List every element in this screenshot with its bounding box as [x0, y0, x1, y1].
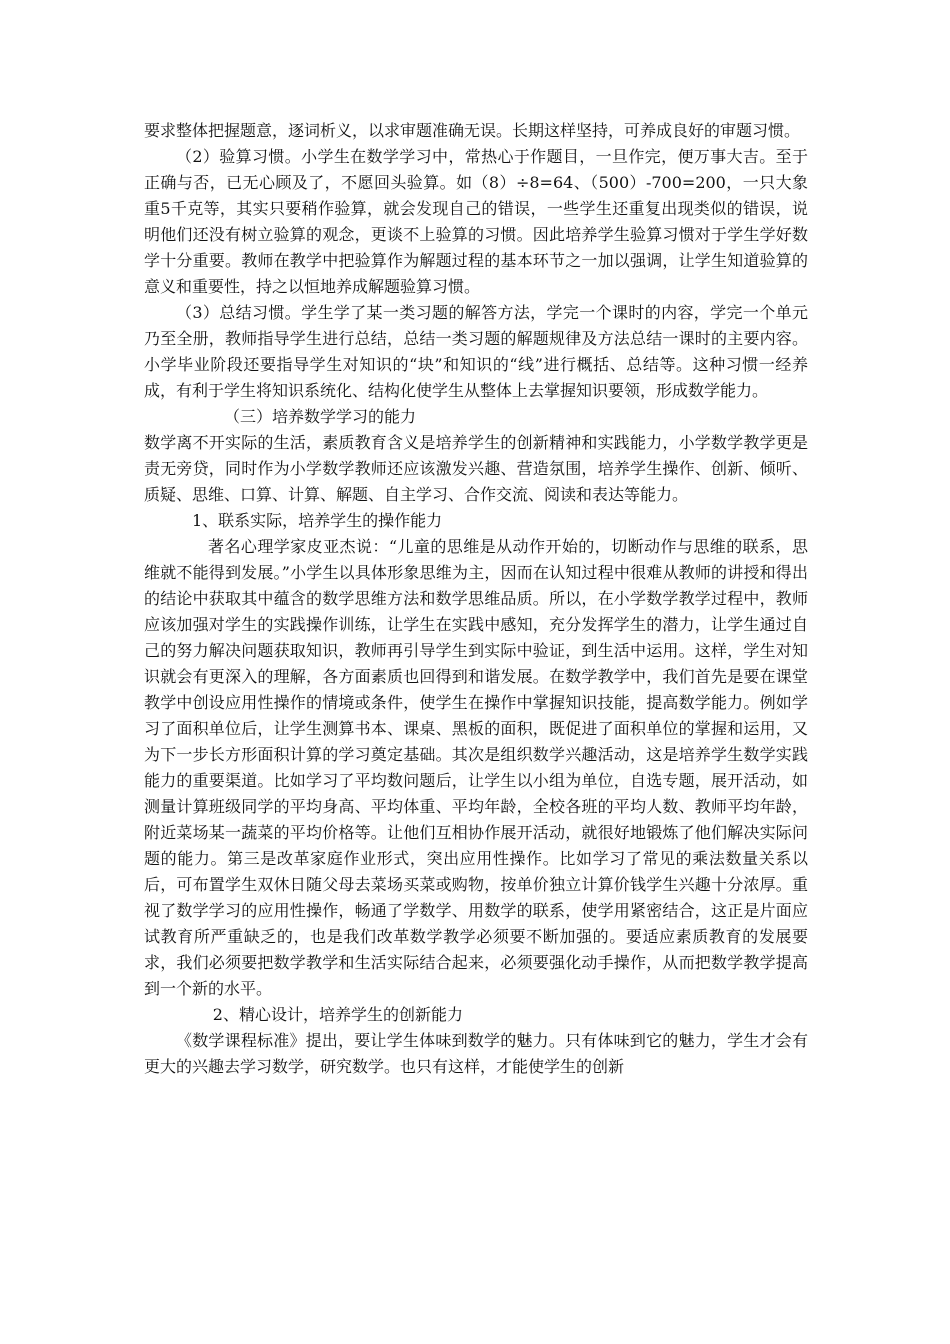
- paragraph-summary-habit: （3）总结习惯。学生学了某一类习题的解答方法，学完一个课时的内容，学完一个单元乃至全册，教师指导学生进行总结，总结一类习题的解题规律及方法总结一课时的主要内容。小学毕业阶段还要指导学生对知识的“块”和知识的“线”进行概括、总结等。这种习惯一经养成，有利于学生将知识系统化、结构化使学生从整体上去掌握知识要领，形成数学能力。: [144, 303, 808, 400]
- subheading-operation-ability: 1、联系实际，培养学生的操作能力: [192, 511, 443, 530]
- paragraph-operation-ability: 著名心理学家皮亚杰说：“儿童的思维是从动作开始的，切断动作与思维的联系，思维就不能得到发展。”小学生以具体形象思维为主，因而在认知过程中很难从教师的讲授和得出的结论中获取其中蕴含的数学思维方法和数学思维品质。所以，在小学数学教学过程中，教师应该加强对学生的实践操作训练，让学生在实践中感知，充分发挥学生的潜力，让学生通过自己的努力解决问题获取知识，教师再引导学生到实际中验证，到生活中运用。这样，学生对知识就会有更深入的理解，各方面素质也回得到和谐发展。在数学教学中，我们首先是要在课堂教学中创设应用性操作的情境或条件，使学生在操作中掌握知识技能，提高数学能力。例如学习了面积单位后，让学生测算书本、课桌、黑板的面积，既促进了面积单位的掌握和运用，又为下一步长方形面积计算的学习奠定基础。其次是组织数学兴趣活动，这是培养学生数学实践能力的重要渠道。比如学习了平均数问题后，让学生以小组为单位，自选专题，展开活动，如测量计算班级同学的平均身高、平均体重、平均年龄，全校各班的平均人数、教师平均年龄，附近菜场某一蔬菜的平均价格等。让他们互相协作展开活动，就很好地锻炼了他们解决实际问题的能力。第三是改革家庭作业形式，突出应用性操作。比如学习了常见的乘法数量关系以后，可布置学生双休日随父母去菜场买菜或购物，按单价独立计算价钱学生兴趣十分浓厚。重视了数学学习的应用性操作，畅通了学数学、用数学的联系，使学用紧密结合，这正是片面应试教育所严重缺乏的，也是我们改革数学教学必须要不断加强的。要适应素质教育的发展要求，我们必须要把数学教学和生活实际结合起来，必须要强化动手操作，从而把数学教学提高到一个新的水平。: [144, 537, 808, 998]
- paragraph-checking-habit: （2）验算习惯。小学生在数学学习中，常热心于作题目，一旦作完，便万事大吉。至于正确与否，已无心顾及了，不愿回头验算。如（8）÷8=64、（500）-700=200，一只大象重5千克等，其实只要稍作验算，就会发现自己的错误，一些学生还重复出现类似的错误，说明他们还没有树立验算的观念，更谈不上验算的习惯。因此培养学生验算习惯对于学生学好数学十分重要。教师在教学中把验算作为解题过程的基本环节之一加以强调，让学生知道验算的意义和重要性，持之以恒地养成解题验算习惯。: [144, 147, 808, 296]
- section-heading-ability: （三）培养数学学习的能力: [224, 407, 417, 426]
- document-page: [144, 118, 808, 1080]
- paragraph-continuation: 要求整体把握题意，逐词析义，以求审题准确无误。长期这样坚持，可养成良好的审题习惯。: [144, 121, 801, 140]
- paragraph-ability-intro: 数学离不开实际的生活，素质教育含义是培养学生的创新精神和实践能力，小学数学教学更是责无旁贷，同时作为小学数学教师还应该激发兴趣、营造氛围，培养学生操作、创新、倾听、质疑、思维、口算、计算、解题、自主学习、合作交流、阅读和表达等能力。: [144, 433, 808, 504]
- subheading-innovation-ability: 2、精心设计，培养学生的创新能力: [212, 1005, 463, 1024]
- paragraph-innovation-ability: 《数学课程标准》提出，要让学生体味到数学的魅力。只有体味到它的魅力，学生才会有更大的兴趣去学习数学，研究数学。也只有这样，才能使学生的创新: [144, 1031, 808, 1076]
